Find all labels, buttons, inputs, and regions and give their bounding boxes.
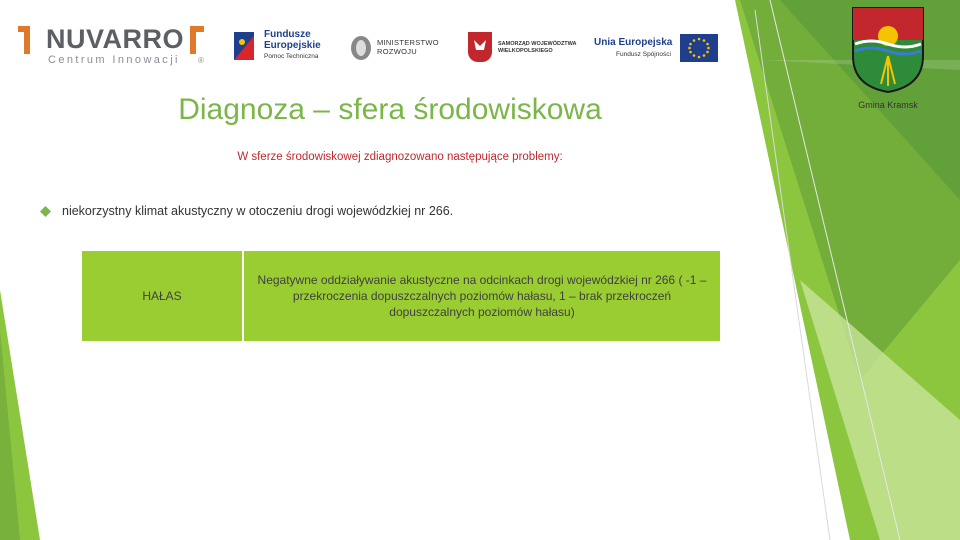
ministerstwo-line1: MINISTERSTWO	[377, 38, 439, 47]
table-description-text: Negatywne oddziaływanie akustyczne na odcinkach drogi wojewódzkiej nr 266 ( -1 – przekroczenia dopuszczalnych poziomów hałasu, 1 – brak przekroczeń dopuszczalnych poziomów hałasu)	[257, 273, 707, 319]
registered-mark: ®	[198, 56, 204, 65]
slide-subtitle: W sferze środowiskowej zdiagnozowano następujące problemy:	[237, 151, 563, 163]
table-cell-label	[82, 251, 242, 341]
eu-flag-icon	[680, 34, 718, 62]
unia-line2: Fundusz Spójności	[616, 51, 671, 58]
nuvarro-subtitle: Centrum Innowacji	[48, 54, 180, 66]
samorzad-line1: SAMORZĄD WOJEWÓDZTWA	[498, 41, 577, 47]
nuvarro-name: NUVARRO	[46, 24, 184, 54]
fundusze-line2: Europejskie	[264, 40, 321, 51]
gmina-crest-icon	[851, 6, 925, 94]
logo-bracket-right	[190, 26, 204, 54]
unia-line1: Unia Europejska	[594, 37, 673, 48]
eagle-icon	[349, 34, 373, 62]
ministerstwo-line2: ROZWOJU	[377, 47, 418, 56]
nuvarro-logo	[18, 22, 208, 68]
fundusze-europejskie-logo	[232, 28, 328, 66]
table-label-text: HAŁAS	[142, 289, 182, 303]
ministerstwo-logo	[349, 34, 444, 62]
unia-europejska-logo	[594, 34, 724, 64]
crest-icon	[468, 32, 492, 62]
diamond-bullet-icon	[40, 206, 51, 217]
logo-bracket-left	[18, 26, 30, 54]
fundusze-star-icon	[232, 28, 260, 64]
samorzad-logo	[468, 32, 578, 62]
table-cell-description	[244, 251, 720, 341]
samorzad-line2: WIELKOPOLSKIEGO	[498, 48, 553, 54]
gmina-label: Gmina Kramsk	[858, 100, 918, 110]
bullet-text: niekorzystny klimat akustyczny w otoczeniu drogi wojewódzkiej nr 266.	[62, 204, 454, 218]
slide-title: Diagnoza – sfera środowiskowa	[178, 93, 602, 126]
fundusze-line1: Fundusze	[264, 29, 311, 40]
fundusze-line3: Pomoc Techniczna	[264, 53, 319, 60]
